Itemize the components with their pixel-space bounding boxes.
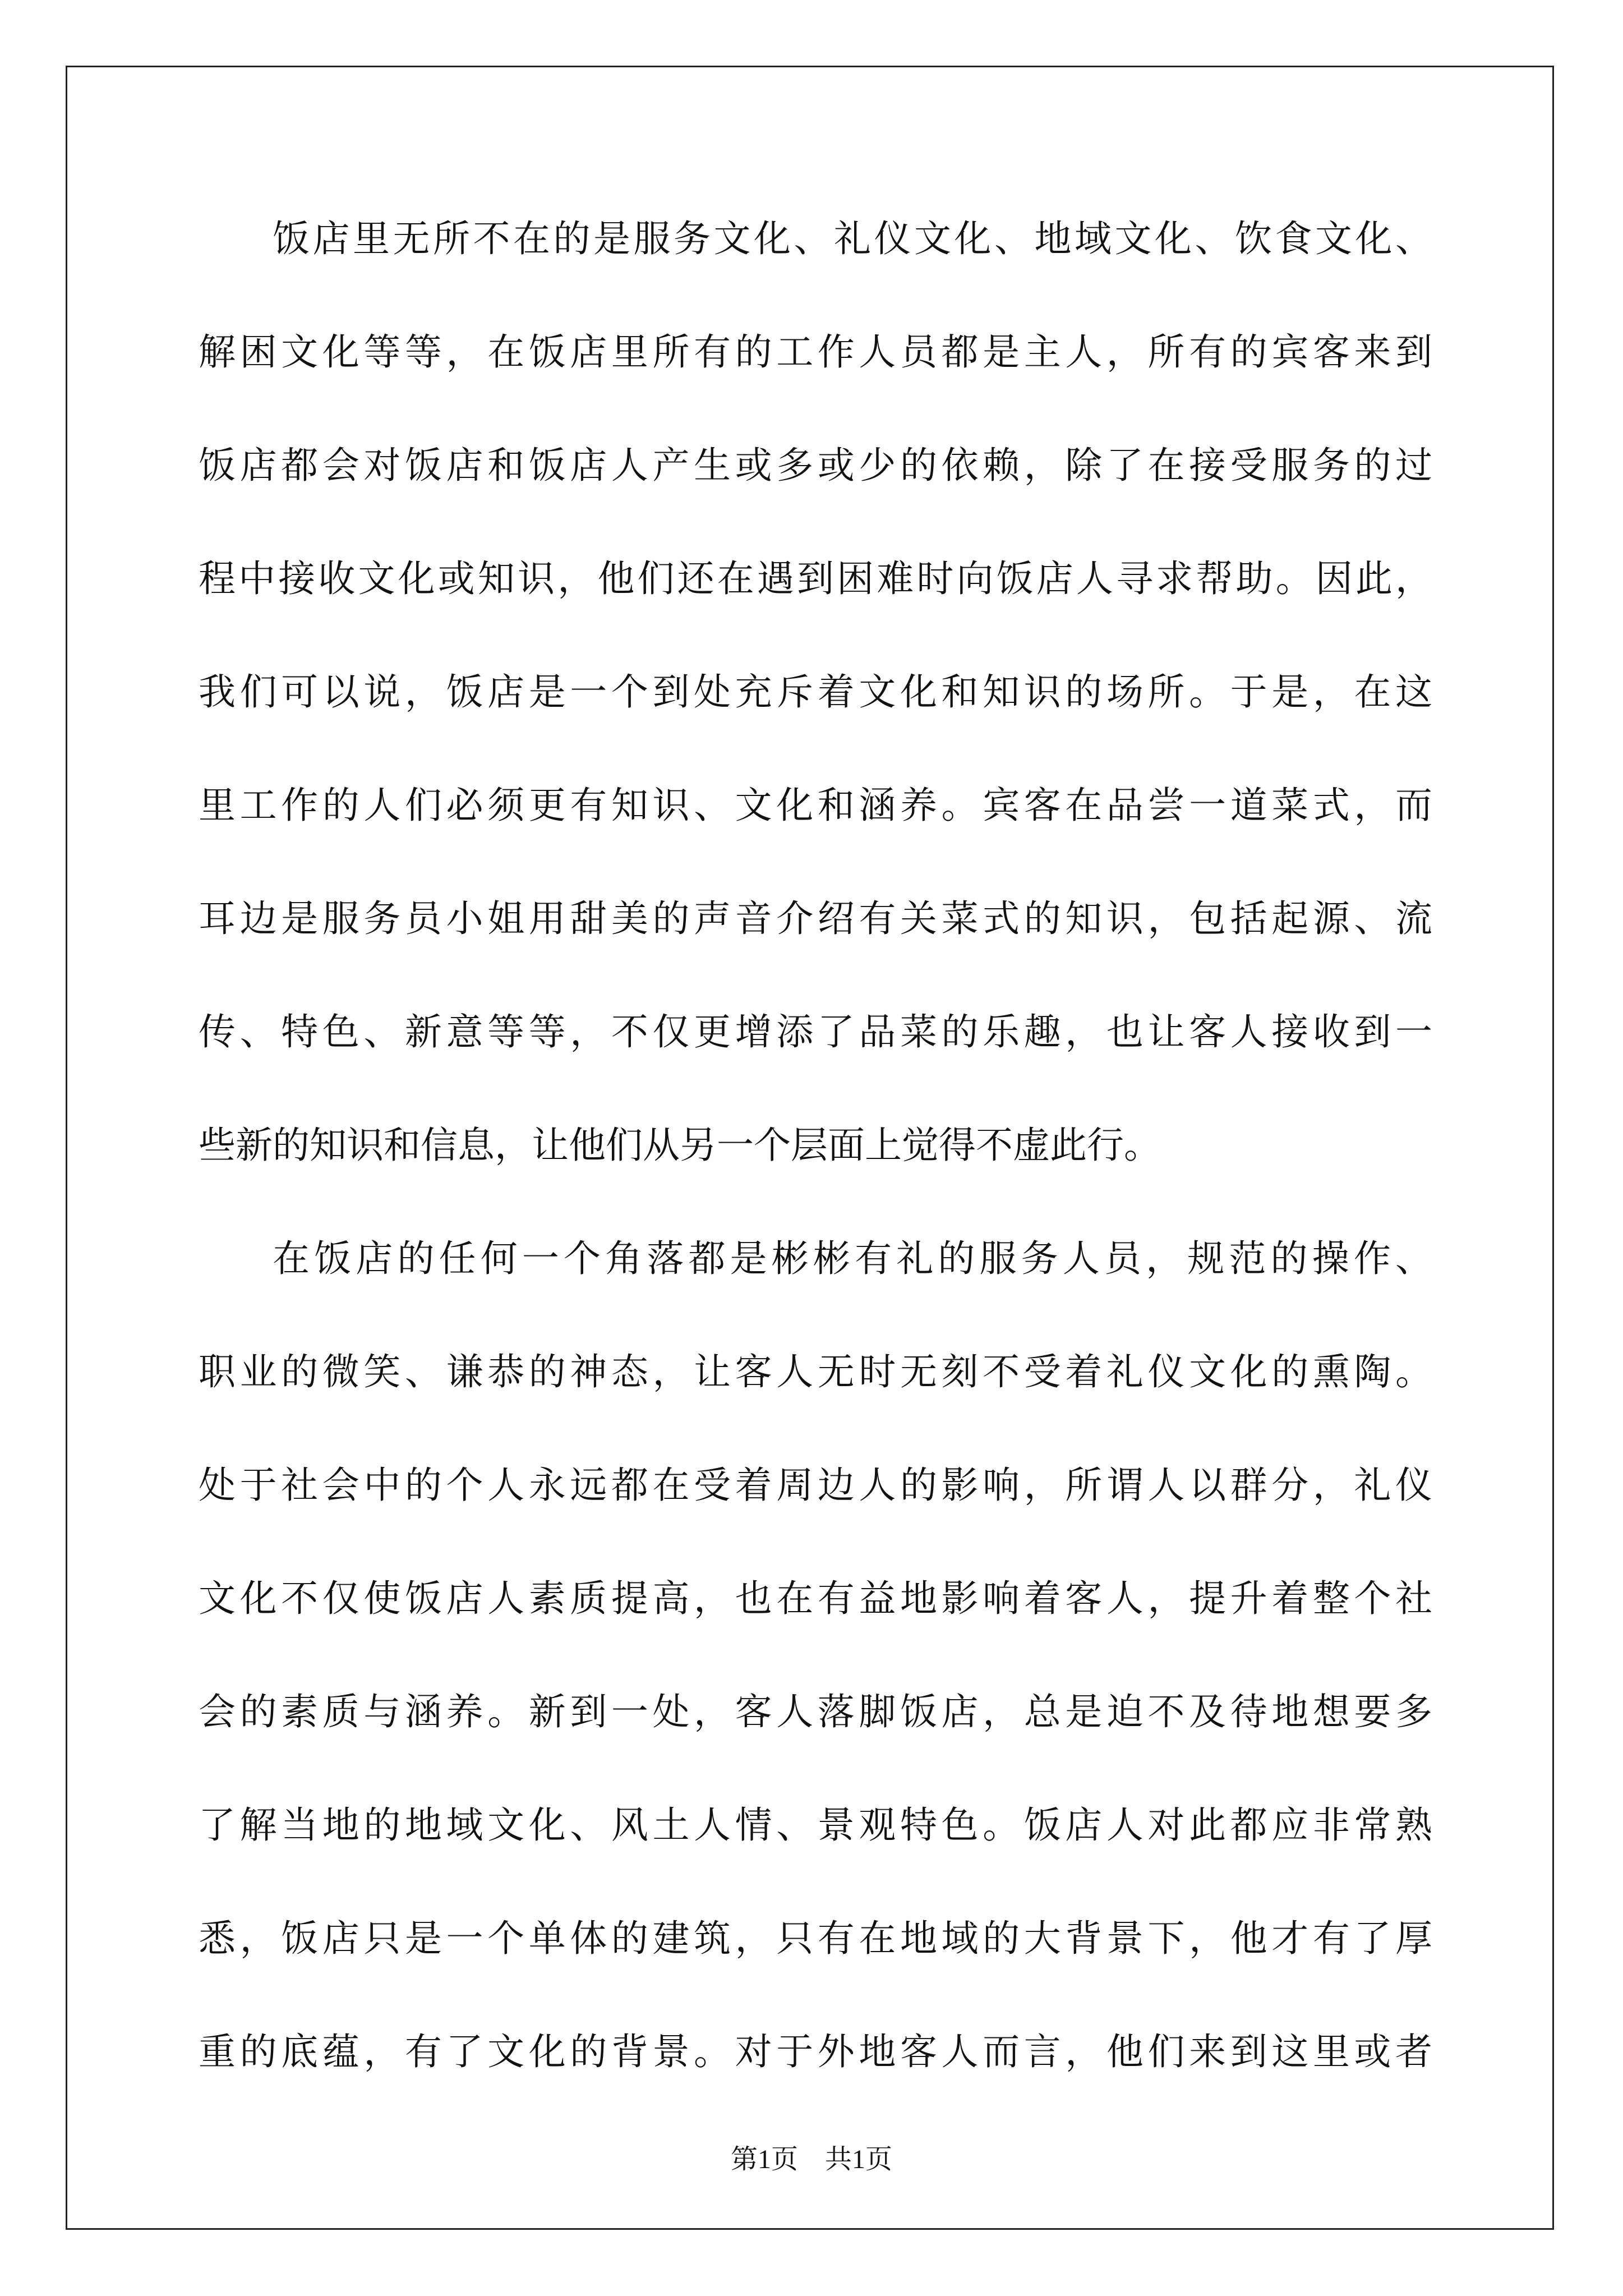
text-line: 处于社会中的个人永远都在受着周边人的影响，所谓人以群分，礼仪 (199, 1464, 1432, 1507)
text-line: 饭店都会对饭店和饭店人产生或多或少的依赖，除了在接受服务的过 (199, 444, 1432, 487)
page-total: 共1页 (825, 2145, 893, 2174)
text-line: 我们可以说，饭店是一个到处充斥着文化和知识的场所。于是，在这 (199, 670, 1432, 714)
text-line: 重的底蕴，有了文化的背景。对于外地客人而言，他们来到这里或者 (199, 2030, 1432, 2073)
text-line: 悉，饭店只是一个单体的建筑，只有在地域的大背景下，他才有了厚 (199, 1917, 1432, 1960)
page-footer (0, 2143, 1623, 2177)
text-line: 耳边是服务员小姐用甜美的声音介绍有关菜式的知识，包括起源、流 (199, 897, 1432, 940)
text-line: 文化不仅使饭店人素质提高，也在有益地影响着客人，提升着整个社 (199, 1577, 1432, 1620)
text-line: 传、特色、新意等等，不仅更增添了品菜的乐趣，也让客人接收到一 (199, 1010, 1432, 1053)
text-line: 程中接收文化或知识，他们还在遇到困难时向饭店人寻求帮助。因此， (199, 557, 1432, 600)
text-line: 会的素质与涵养。新到一处，客人落脚饭店，总是迫不及待地想要多 (199, 1690, 1432, 1733)
text-line: 里工作的人们必须更有知识、文化和涵养。宾客在品尝一道菜式，而 (199, 784, 1432, 827)
text-line: 解困文化等等，在饭店里所有的工作人员都是主人，所有的宾客来到 (199, 330, 1432, 374)
text-line: 饭店里无所不在的是服务文化、礼仪文化、地域文化、饮食文化、 (273, 217, 1432, 260)
page-number: 第1页 (730, 2145, 798, 2174)
text-line: 些新的知识和信息，让他们从另一个层面上觉得不虚此行。 (199, 1124, 1161, 1167)
text-line: 了解当地的地域文化、风土人情、景观特色。饭店人对此都应非常熟 (199, 1803, 1432, 1847)
text-line: 职业的微笑、谦恭的神态，让客人无时无刻不受着礼仪文化的熏陶。 (199, 1350, 1432, 1393)
document-body (199, 205, 1432, 2132)
text-line: 在饭店的任何一个角落都是彬彬有礼的服务人员，规范的操作、 (273, 1237, 1432, 1280)
